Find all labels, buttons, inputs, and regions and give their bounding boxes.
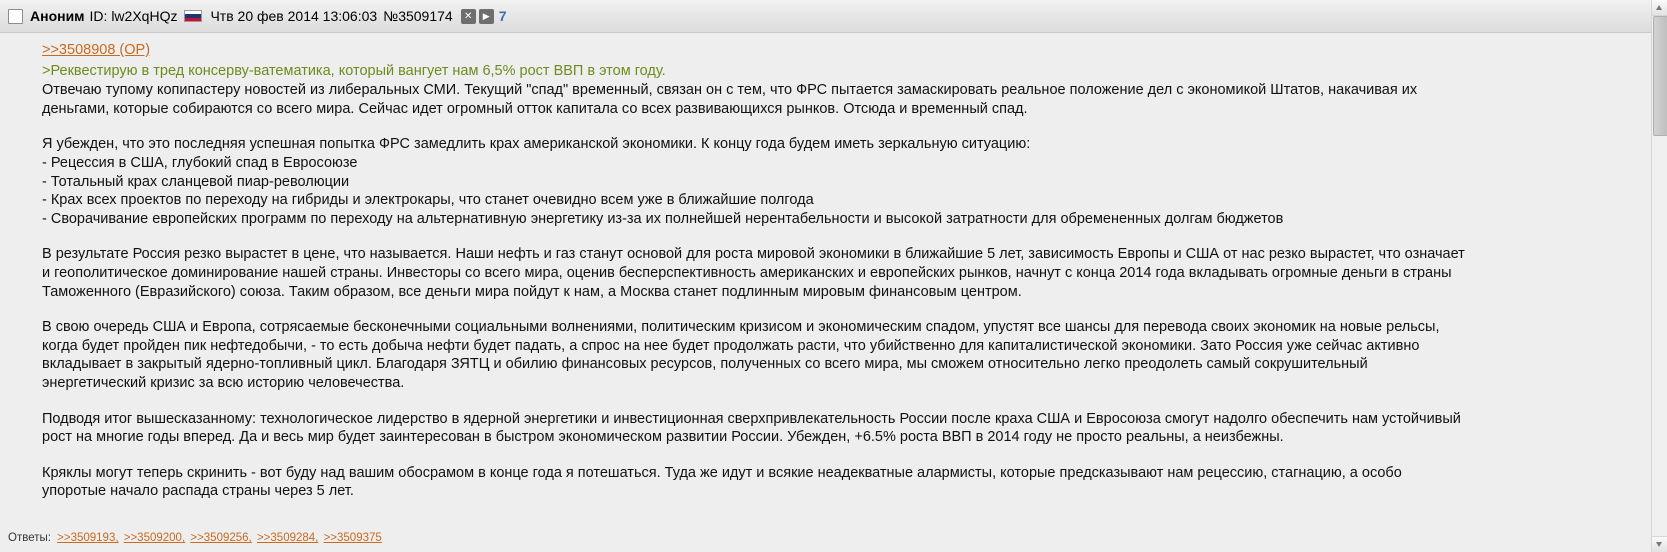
post-line: энергетический кризис за всю историю человечества. bbox=[42, 374, 405, 391]
greentext-quote: >Реквестирую в тред консерву-ватематика, который вангует нам 6,5% рост ВВП в этом году. bbox=[42, 62, 666, 79]
answer-link[interactable]: >>3509200, bbox=[123, 532, 186, 544]
post-line: и геополитическое доминирование нашей страны. Инвесторы со всего мира, оценив бесперспективность американских и европейских рынков, начнут с конца 2014 года вкладывать огромные деньги в страны bbox=[42, 264, 1452, 281]
russia-flag-icon bbox=[184, 10, 202, 22]
post-body bbox=[0, 33, 1667, 505]
scrollbar-thumb[interactable] bbox=[1653, 16, 1667, 136]
quote-link[interactable]: >>3508908 (OP) bbox=[42, 42, 151, 58]
post-select-checkbox[interactable] bbox=[8, 9, 23, 24]
answer-link[interactable]: >>3509284, bbox=[256, 532, 319, 544]
answer-link[interactable]: >>3509256, bbox=[190, 532, 252, 544]
play-icon[interactable]: ▶ bbox=[479, 9, 494, 24]
post-line: В свою очередь США и Европа, сотрясаемые бесконечными социальными волнениями, политическим кризисом и экономическим спадом, упустят все шансы для перевода своих экономик на новые рельсы, bbox=[42, 319, 1440, 336]
post-line: вкладывает в закрытый ядерно-топливный цикл. Благодаря ЗЯТЦ и обилию финансовых ресурсов, полученных со всего мира, мы сможем относительно легко преодолеть самый сокрушительный bbox=[42, 356, 1368, 373]
post-line: Подводя итог вышесказанному: технологическое лидерство в ядерной энергетики и инвестиционная сверхпривлекательность России после краха США и Евросоюза смогут надолго обеспечить нам устойчивый bbox=[42, 410, 1461, 427]
post-line: Отвечаю тупому копипастеру новостей из либеральных СМИ. Текущий "спад" временный, связан он с тем, что ФРС пытается замаскировать реальное положение дел с экономикой Штатов, накачивая их bbox=[42, 82, 1418, 99]
post-paragraph bbox=[42, 410, 1649, 447]
post-line: Кряклы могут теперь скринить - вот буду над вашим обосрамом в конце года я потешаться. Туда же идут и всякие неадекватные алармисты, которые предсказывают нам рецессию, стагнацию, а особо bbox=[42, 464, 1402, 481]
scroll-down-arrow-icon[interactable] bbox=[1652, 536, 1667, 552]
post-paragraph bbox=[42, 81, 1649, 118]
scroll-up-arrow-icon[interactable] bbox=[1652, 0, 1667, 16]
answer-link[interactable]: >>3509375 bbox=[323, 532, 382, 544]
answers-footer bbox=[8, 532, 384, 544]
post-paragraph bbox=[42, 464, 1649, 501]
post-line: - Рецессия в США, глубокий спад в Евросоюзе bbox=[42, 154, 358, 171]
answer-link[interactable]: >>3509193, bbox=[57, 532, 119, 544]
post-line: В результате Россия резко вырастет в цене, что называется. Наши нефть и газ станут основой для роста мировой экономики в ближайшие 5 лет, зависимость Европы и США от нас резко вырастет, что означает bbox=[42, 246, 1465, 263]
post-line: - Крах всех проектов по переходу на гибриды и электрокары, что станет очевидно всем уже в ближайшие полгода bbox=[42, 192, 814, 209]
vertical-scrollbar[interactable] bbox=[1651, 0, 1667, 552]
reply-count-badge[interactable]: 7 bbox=[498, 8, 507, 24]
poster-name: Аноним bbox=[30, 8, 85, 24]
post-line: деньгами, которые собираются со всего мира. Сейчас идет огромный отток капитала со всех развивающихся рынков. Отсюда и временный спад. bbox=[42, 100, 1028, 117]
post-line: Я убежден, что это последняя успешная попытка ФРС замедлить крах американской экономики. К концу года будем иметь зеркальную ситуацию: bbox=[42, 136, 1031, 153]
post-header bbox=[0, 0, 1667, 33]
post-line: Таможенного (Евразийского) союза. Таким образом, все деньги мира пойдут к нам, а Москва станет подлинным мировым финансовым центром. bbox=[42, 283, 1022, 300]
post-date: Чтв 20 фев 2014 13:06:03 bbox=[210, 8, 378, 24]
post-line: упоротые начало распада страны через 5 лет. bbox=[42, 483, 354, 500]
post-paragraph bbox=[42, 135, 1649, 228]
close-icon[interactable]: ✕ bbox=[461, 9, 476, 24]
post-line: когда будет пройден пик нефтедобычи, - то есть добыча нефти будет падать, а спрос на нее будет продолжать расти, что убийственно для капиталистической экономики. Зато Россия уже сейчас активно bbox=[42, 337, 1420, 354]
post-paragraph bbox=[42, 245, 1649, 301]
post-line: - Сворачивание европейских программ по переходу на альтернативную энергетику из-за их полнейшей нерентабельности и высокой затратности для обремененных долгам бюджетов bbox=[42, 210, 1284, 227]
poster-id: ID: lw2XqHQz bbox=[89, 8, 178, 24]
post-number[interactable]: №3509174 bbox=[383, 8, 453, 24]
post-line: - Тотальный крах сланцевой пиар-революции bbox=[42, 173, 350, 190]
post-paragraph bbox=[42, 318, 1649, 392]
answers-label: Ответы: bbox=[8, 532, 51, 544]
post-line: рост на многие годы вперед. Да и весь мир будет заинтересован в быстром экономическом развитии России. Убежден, +6.5% роста ВВП в 2014 году не просто реальны, а неизбежны. bbox=[42, 429, 1284, 446]
